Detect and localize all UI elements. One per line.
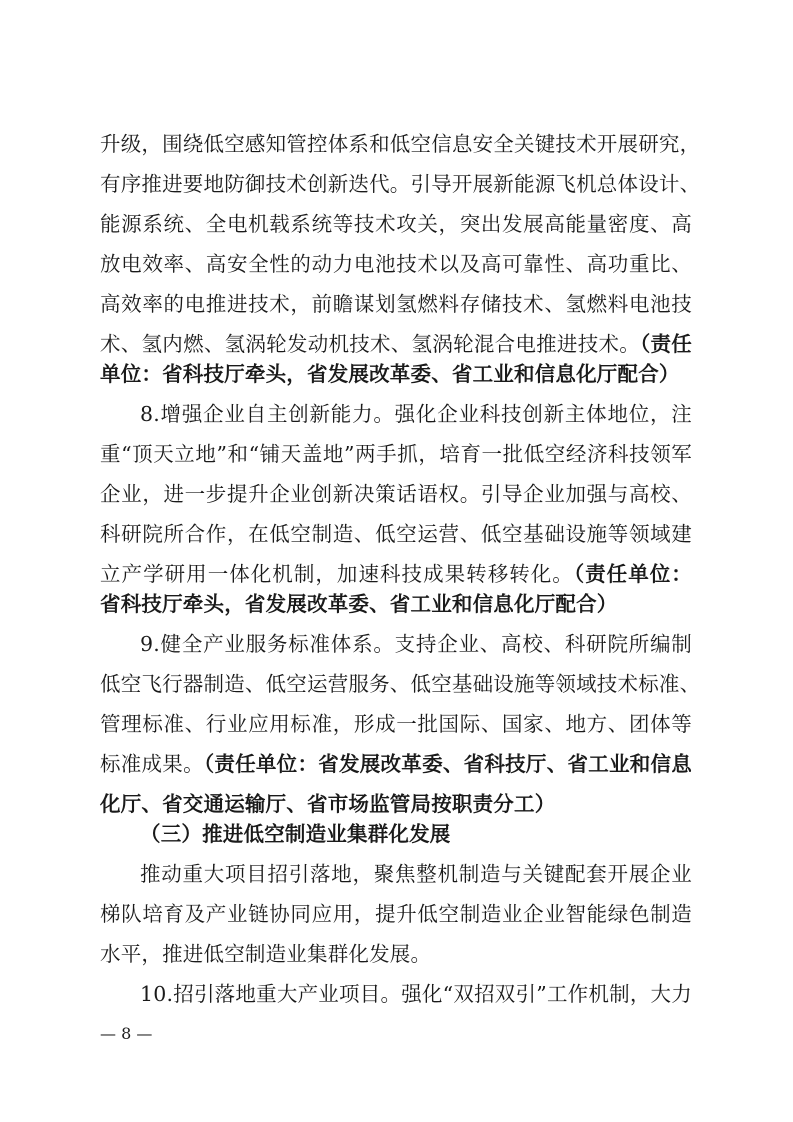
paragraph-line: 标准成果。（责任单位：省发展改革委、省科技厅、省工业和信息 xyxy=(100,752,692,776)
paragraph-line: 管理标准、行业应用标准，形成一批国际、国家、地方、团体等 xyxy=(100,712,692,736)
paragraph-line: 重“顶天立地”和“铺天盖地”两手抓，培育一批低空经济科技领军 xyxy=(100,442,692,466)
paragraph-line: 放电效率、高安全性的动力电池技术以及高可靠性、高功重比、 xyxy=(100,252,692,276)
paragraph-line: 推动重大项目招引落地，聚焦整机制造与关键配套开展企业 xyxy=(140,862,692,886)
responsibility-note: （责任单位：省发展改革委、省科技厅、省工业和信息 xyxy=(203,752,692,776)
paragraph-line: 高效率的电推进技术，前瞻谋划氢燃料存储技术、氢燃料电池技 xyxy=(100,292,692,316)
paragraph-line: 低空飞行器制造、低空运营服务、低空基础设施等领域技术标准、 xyxy=(100,672,701,696)
paragraph-line: 立产学研用一体化机制，加速科技成果转移转化。（责任单位： xyxy=(100,562,693,586)
paragraph-line: 科研院所合作，在低空制造、低空运营、低空基础设施等领域建 xyxy=(100,522,692,546)
responsibility-line: 省科技厅牵头，省发展改革委、省工业和信息化厅配合） xyxy=(100,592,618,616)
responsibility-line: 化厅、省交通运输厅、省市场监管局按职责分工） xyxy=(100,792,556,816)
paragraph-line: 能源系统、全电机载系统等技术攻关，突出发展高能量密度、高 xyxy=(100,212,692,236)
responsibility-note: （责任单位： xyxy=(573,562,693,586)
item-9-line: 9.健全产业服务标准体系。支持企业、高校、科研院所编制 xyxy=(140,632,692,656)
item-8-line: 8.增强企业自主创新能力。强化企业科技创新主体地位，注 xyxy=(140,402,692,426)
paragraph-line: 升级，围绕低空感知管控体系和低空信息安全关键技术开展研究， xyxy=(100,132,701,156)
paragraph-line: 有序推进要地防御技术创新迭代。引导开展新能源飞机总体设计、 xyxy=(100,172,701,196)
section-heading: （三）推进低空制造业集群化发展 xyxy=(140,822,451,846)
responsibility-line: 单位：省科技厅牵头，省发展改革委、省工业和信息化厅配合） xyxy=(100,362,680,386)
item-10-line: 10.招引落地重大产业项目。强化“双招双引”工作机制，大力 xyxy=(140,982,692,1006)
paragraph-line: 梯队培育及产业链协同应用，提升低空制造业企业智能绿色制造 xyxy=(100,902,692,926)
paragraph-line: 术、氢内燃、氢涡轮发动机技术、氢涡轮混合电推进技术。（责任 xyxy=(100,332,692,356)
page-number: — 8 — xyxy=(100,1024,153,1043)
paragraph-line: 企业，进一步提升企业创新决策话语权。引导企业加强与高校、 xyxy=(100,482,692,506)
paragraph-line: 水平，推进低空制造业集群化发展。 xyxy=(100,942,432,966)
responsibility-note: （责任 xyxy=(640,332,692,356)
